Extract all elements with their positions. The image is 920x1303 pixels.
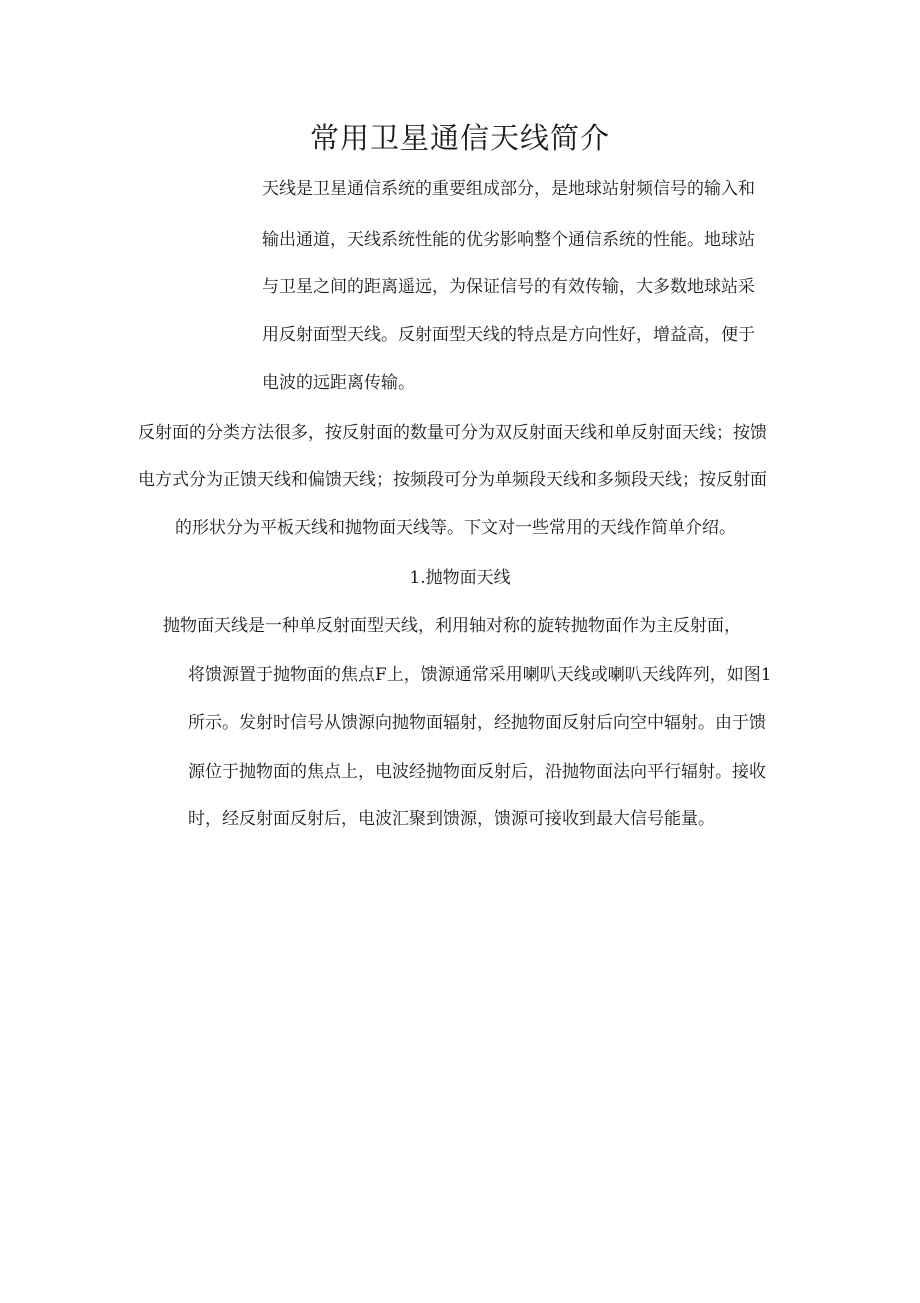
section1-line-2: 所示。发射时信号从馈源向抛物面辐射，经抛物面反射后向空中辐射。由于馈: [188, 713, 766, 733]
classification-line-2: 电方式分为正馈天线和偏馈天线；按频段可分为单频段天线和多频段天线；按反射面: [138, 470, 767, 490]
intro-line-5: 电波的远距离传输。: [262, 373, 415, 393]
section1-line-4: 时，经反射面反射后，电波汇聚到馈源，馈源可接收到最大信号能量。: [188, 809, 715, 829]
classification-line-3: 的形状分为平板天线和抛物面天线等。下文对一些常用的天线作简单介绍。: [175, 518, 736, 538]
intro-line-3: 与卫星之间的距离遥远，为保证信号的有效传输，大多数地球站采: [262, 277, 755, 297]
section1-line-3: 源位于抛物面的焦点上，电波经抛物面反射后，沿抛物面法向平行辐射。接收: [188, 762, 766, 782]
intro-line-1: 天线是卫星通信系统的重要组成部分，是地球站射频信号的输入和: [262, 179, 755, 199]
intro-line-2: 输出通道，天线系统性能的优劣影响整个通信系统的性能。地球站: [262, 230, 755, 250]
section1-first-line: 抛物面天线是一种单反射面型天线，利用轴对称的旋转抛物面作为主反射面，: [163, 616, 741, 636]
section1-heading: 1.抛物面天线: [409, 568, 511, 588]
section1-line-1: 将馈源置于抛物面的焦点F上，馈源通常采用喇叭天线或喇叭天线阵列，如图1: [188, 665, 772, 685]
intro-line-4: 用反射面型天线。反射面型天线的特点是方向性好，增益高，便于: [262, 325, 755, 345]
document-title: 常用卫星通信天线简介: [309, 121, 610, 155]
classification-line-1: 反射面的分类方法很多，按反射面的数量可分为双反射面天线和单反射面天线；按馈: [138, 423, 767, 443]
